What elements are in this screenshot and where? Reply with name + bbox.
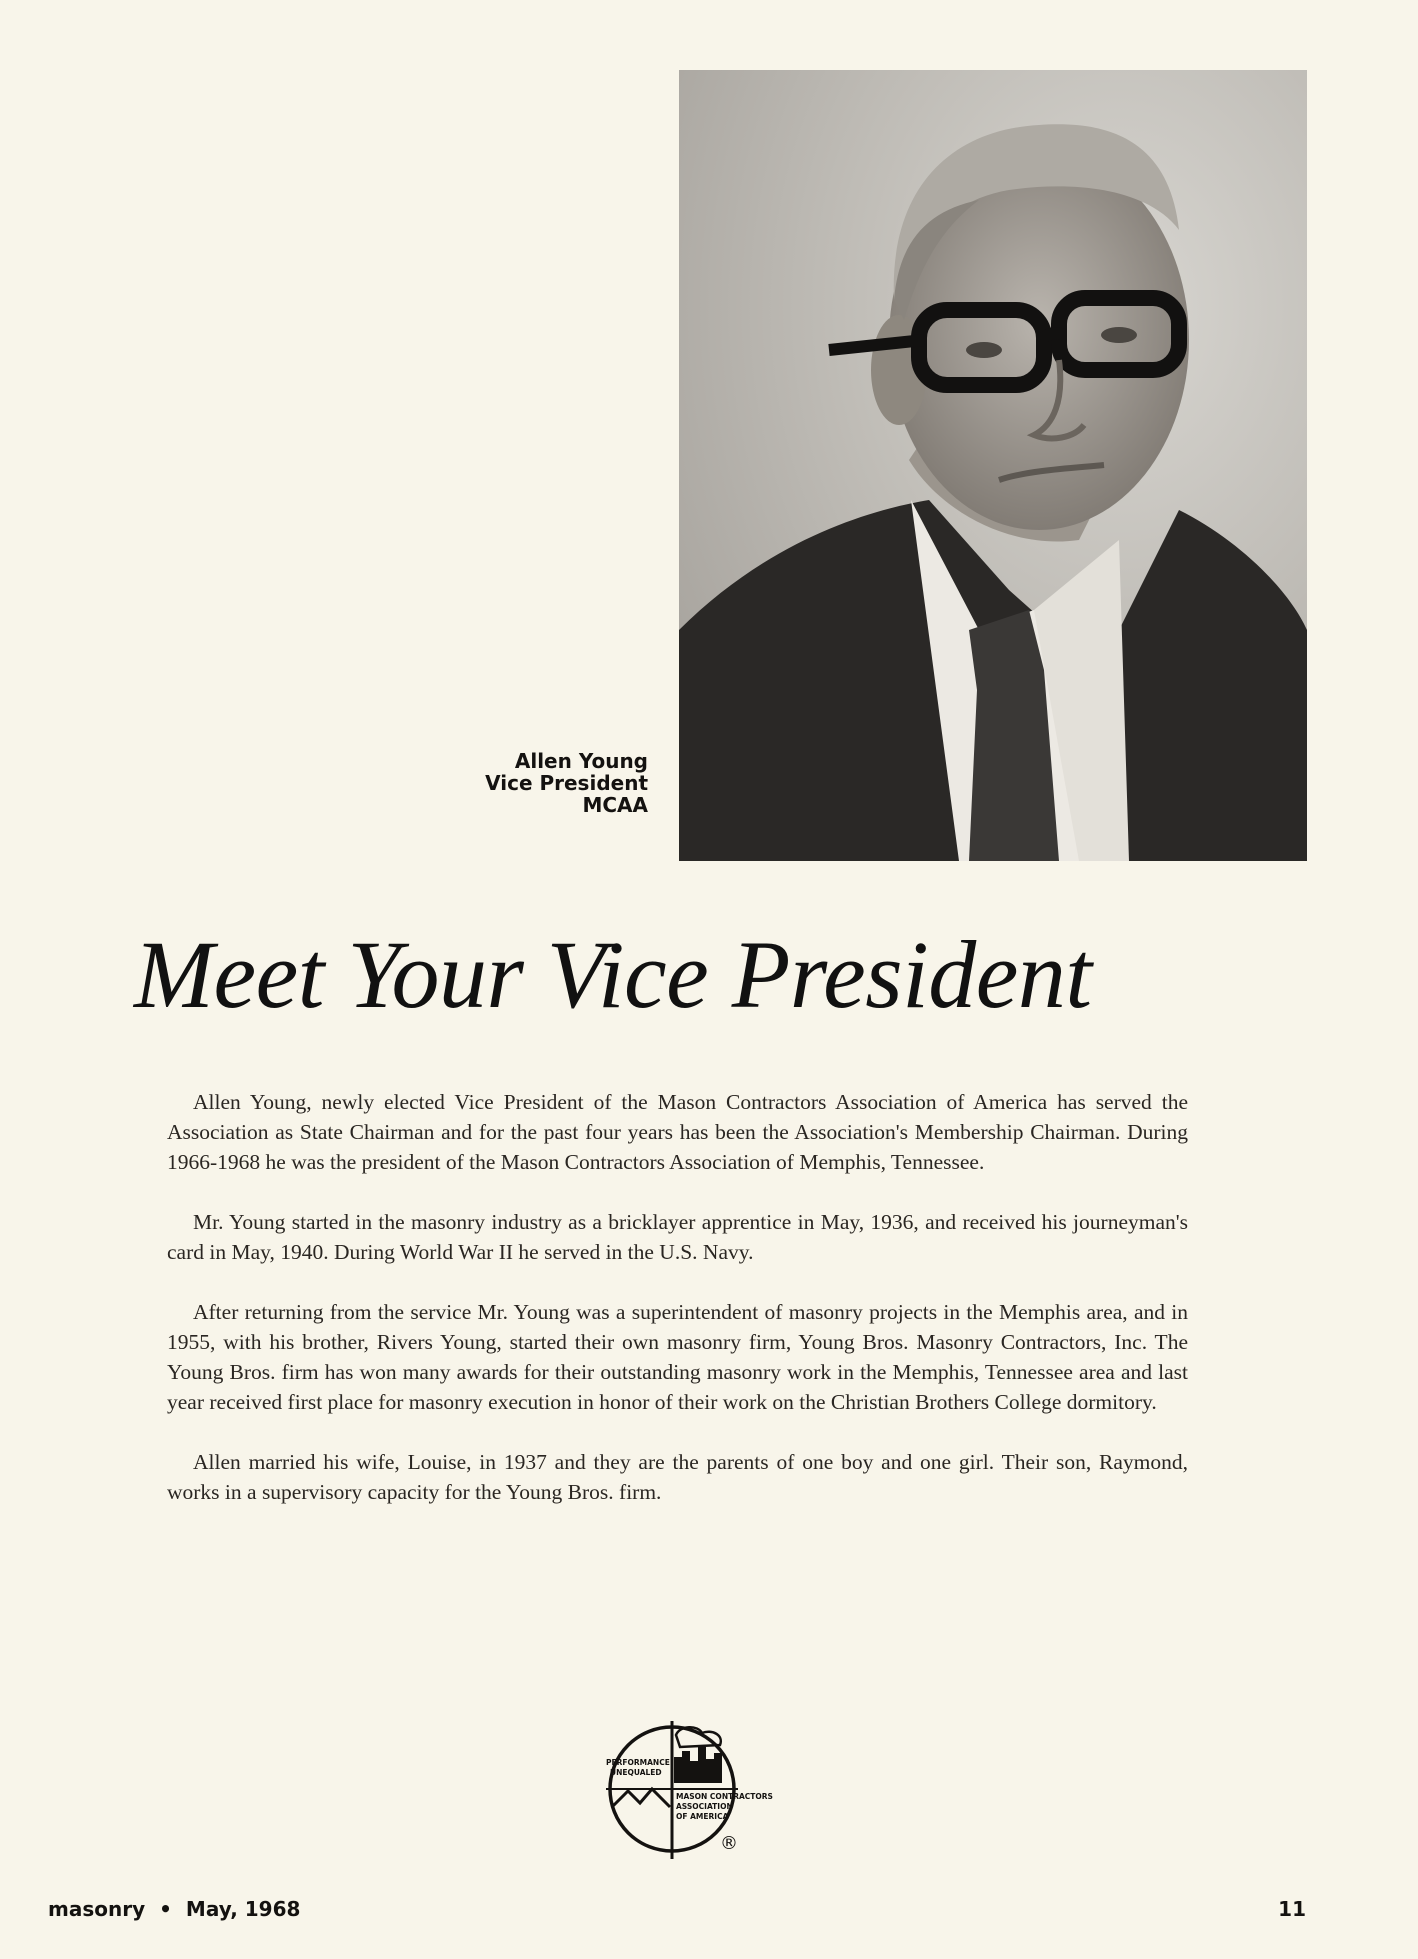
mcaa-logo-emblem — [580, 1703, 780, 1873]
footer-publication: masonry — [48, 1897, 146, 1921]
logo-text-performance: PERFORMANCE — [606, 1758, 670, 1767]
registered-mark: ® — [720, 1833, 738, 1854]
footer-bullet: • — [159, 1897, 172, 1921]
portrait-illustration — [679, 70, 1307, 861]
article-paragraph: Allen married his wife, Louise, in 1937 and they are the parents of one boy and one girl. Their son, Raymond, works in a supervisory capacity for the Young Bros. firm. — [167, 1450, 1188, 1504]
caption-name: Allen Young — [514, 749, 648, 773]
article-paragraph: Allen Young, newly elected Vice President of the Mason Contractors Association of America has served the Association as State Chairman and for the past four years has been the Association's Membership Chairman. During 1966-1968 he was the president of the Mason Contractors Association of Memphis, Tennessee. — [167, 1090, 1188, 1174]
footer-date: May, 1968 — [185, 1897, 301, 1921]
footer-publication-info — [48, 1897, 300, 1921]
mcaa-logo — [580, 1703, 780, 1873]
caption-title: Vice President — [485, 771, 648, 795]
article-body — [167, 1087, 1188, 1537]
photo-caption — [485, 750, 648, 816]
portrait-photo — [679, 70, 1307, 861]
logo-text-association: ASSOCIATION — [676, 1802, 733, 1811]
article-headline: Meet Your Vice President — [134, 921, 1092, 1028]
logo-text-mason-contractors: MASON CONTRACTORS — [676, 1792, 773, 1801]
article-paragraph: After returning from the service Mr. Young was a superintendent of masonry projects in the Memphis area, and in 1955, with his brother, Rivers Young, started their own masonry firm, Young Bros. Masonry Contractors, Inc. The Young Bros. firm has won many awards for their outstanding masonry work in the Memphis, Tennessee area and last year received first place for masonry execution in honor of their work on the Christian Brothers College dormitory. — [167, 1300, 1188, 1414]
logo-text-of-america: OF AMERICA — [676, 1812, 729, 1821]
logo-text-unequaled: UNEQUALED — [610, 1768, 662, 1777]
caption-org: MCAA — [582, 793, 648, 817]
article-paragraph: Mr. Young started in the masonry industry as a bricklayer apprentice in May, 1936, and received his journeyman's card in May, 1940. During World War II he served in the U.S. Navy. — [167, 1210, 1188, 1264]
page-number: 11 — [1278, 1897, 1306, 1921]
